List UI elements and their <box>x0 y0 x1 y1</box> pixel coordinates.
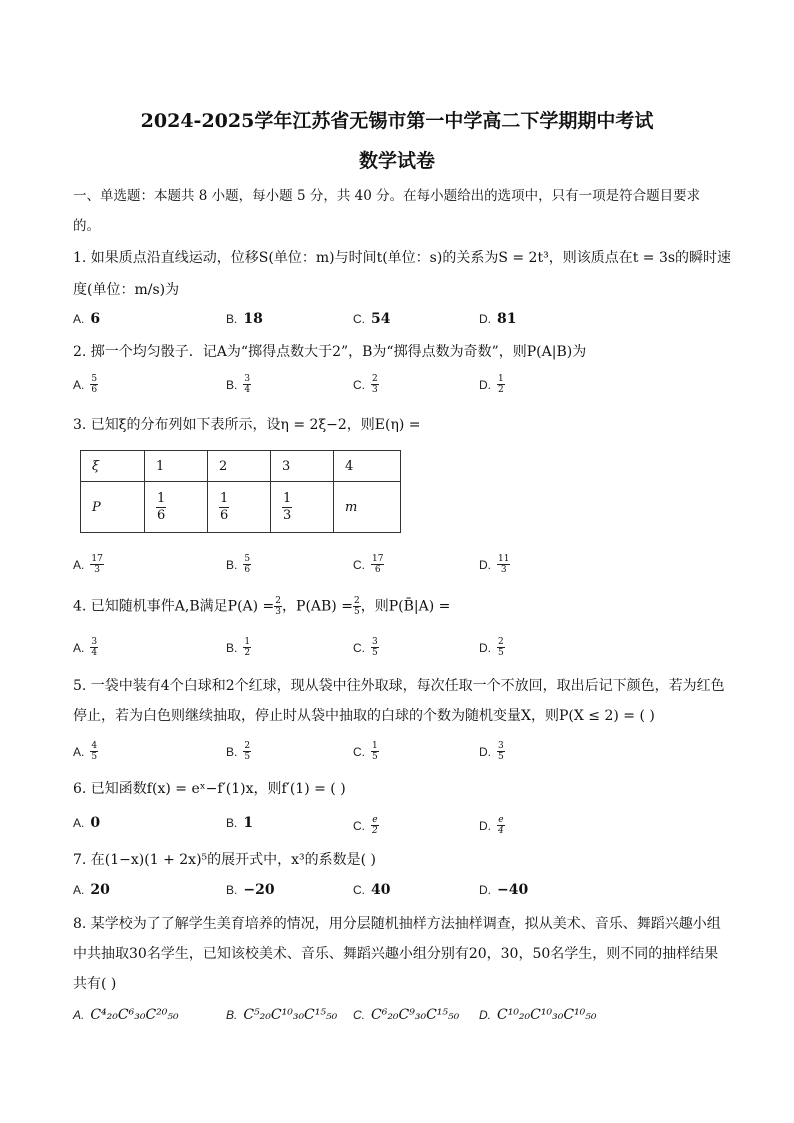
q3-option-d: D. $\frac{11}{3}$ <box>479 554 510 575</box>
fraction: $\frac{e}{2}$ <box>372 815 378 836</box>
distribution-table <box>80 450 401 533</box>
table-cell: 1 <box>145 451 208 482</box>
q8-option-c: C. C⁶₂₀C⁹₃₀C¹⁵₅₀ <box>353 1007 460 1023</box>
fraction: $\frac{3}{4}$ <box>244 374 251 395</box>
q7-option-c: C. 40 <box>353 882 391 898</box>
table-cell: 2 <box>208 451 271 482</box>
q2-option-d: D. $\frac{1}{2}$ <box>479 374 504 395</box>
table-cell: 3 <box>271 451 334 482</box>
table-cell: m <box>334 482 401 533</box>
fraction: $\frac{4}{5}$ <box>91 741 98 762</box>
q4-option-d: D. $\frac{2}{5}$ <box>479 637 504 658</box>
q8-option-a: A. C⁴₂₀C⁶₃₀C²⁰₅₀ <box>73 1007 179 1023</box>
fraction: $\frac{5}{6}$ <box>91 374 98 395</box>
q8-stem: 8. 某学校为了了解学生美育培养的情况，用分层随机抽样方法抽样调查，拟从美术、音乐、舞蹈兴趣小组 <box>73 916 721 932</box>
q8-option-d: D. C¹⁰₂₀C¹⁰₃₀C¹⁰₅₀ <box>479 1007 597 1023</box>
q6-option-c: C. $\frac{e}{2}$ <box>353 815 378 836</box>
q7-option-a: A. 20 <box>73 882 110 898</box>
fraction: $\frac{1}{6}$ <box>220 490 229 523</box>
q6-options <box>73 815 753 837</box>
section-instructions: 一、单选题：本题共 8 小题，每小题 5 分，共 40 分。在每小题给出的选项中，只有一项是符合题目要求 <box>73 188 701 204</box>
q1-options <box>73 311 753 333</box>
table-row <box>81 451 401 482</box>
fraction: $\frac{2}{5}$ <box>353 596 360 617</box>
fraction: $\frac{1}{2}$ <box>498 374 504 395</box>
q5-stem: 5. 一袋中装有4个白球和2个红球，现从袋中往外取球，每次任取一个不放回，取出后记下颜色，若为红色 <box>73 678 725 694</box>
table-cell: ξ <box>81 451 145 482</box>
fraction: $\frac{2}{3}$ <box>372 374 378 395</box>
table-cell: P <box>81 482 145 533</box>
fraction: $\frac{17}{6}$ <box>372 554 384 575</box>
fraction: $\frac{1}{3}$ <box>283 490 292 523</box>
q7-option-b: B. −20 <box>226 882 275 898</box>
q2-options <box>73 374 753 396</box>
q1-option-d: D. 81 <box>479 311 517 327</box>
q4-option-c: C. $\frac{3}{5}$ <box>353 637 378 658</box>
fraction: $\frac{1}{5}$ <box>372 741 378 762</box>
q5-stem-cont: 停止，若为白色则继续抽取，停止时从袋中抽取的白球的个数为随机变量X，则P(X ≤ 2) = ( ) <box>73 708 655 724</box>
q3-option-a: A. $\frac{17}{3}$ <box>73 554 103 575</box>
q5-option-b: B. $\frac{2}{5}$ <box>226 741 251 762</box>
q8-options <box>73 1007 753 1029</box>
section-instructions-cont: 的。 <box>73 218 100 234</box>
q4-option-a: A. $\frac{3}{4}$ <box>73 637 98 658</box>
q3-options <box>73 554 753 576</box>
q8-stem-cont: 中共抽取30名学生，已知该校美术、音乐、舞蹈兴趣小组分别有20，30，50名学生，则不同的抽样结果 <box>73 946 719 962</box>
table-row <box>81 482 401 533</box>
q1-option-a: A. 6 <box>73 311 101 327</box>
fraction: $\frac{e}{4}$ <box>498 815 504 836</box>
q8-option-b: B. C⁵₂₀C¹⁰₃₀C¹⁵₅₀ <box>226 1007 338 1023</box>
q1-option-c: C. 54 <box>353 311 391 327</box>
fraction: $\frac{17}{3}$ <box>91 554 103 575</box>
exam-subtitle: 数学试卷 <box>358 150 435 172</box>
q5-options <box>73 741 753 763</box>
exam-title: 2024-2025学年江苏省无锡市第一中学高二下学期期中考试 <box>140 110 654 132</box>
fraction: $\frac{1}{6}$ <box>157 490 166 523</box>
fraction: $\frac{2}{5}$ <box>498 637 504 658</box>
q4-options <box>73 637 753 659</box>
q2-option-c: C. $\frac{2}{3}$ <box>353 374 378 395</box>
q6-stem: 6. 已知函数f(x) = eˣ−f′(1)x，则f′(1) = ( ) <box>73 781 346 797</box>
q1-stem: 1. 如果质点沿直线运动，位移S(单位：m)与时间t(单位：s)的关系为S = 2t³，则该质点在t = 3s的瞬时速 <box>73 250 732 266</box>
q6-option-b: B. 1 <box>226 815 254 831</box>
fraction: $\frac{3}{5}$ <box>372 637 378 658</box>
q3-stem: 3. 已知ξ的分布列如下表所示，设η = 2ξ−2，则E(η) = <box>73 417 421 433</box>
q7-stem: 7. 在(1−x)(1 + 2x)⁵的展开式中，x³的系数是( ) <box>73 852 377 868</box>
q6-option-d: D. $\frac{e}{4}$ <box>479 815 504 836</box>
fraction: $\frac{1}{2}$ <box>244 637 251 658</box>
q4-stem: 4. 已知随机事件A,B满足P(A) = $\frac{2}{3}$ ，P(AB) = $\frac{2}{5}$ ，则P(B̄|A) = <box>73 596 451 617</box>
fraction: $\frac{2}{3}$ <box>275 596 282 617</box>
q2-option-a: A. $\frac{5}{6}$ <box>73 374 98 395</box>
q5-option-a: A. $\frac{4}{5}$ <box>73 741 98 762</box>
q3-option-c: C. $\frac{17}{6}$ <box>353 554 384 575</box>
q1-option-b: B. 18 <box>226 311 263 327</box>
table-cell <box>271 482 334 533</box>
fraction: $\frac{5}{6}$ <box>244 554 251 575</box>
q5-option-d: D. $\frac{3}{5}$ <box>479 741 504 762</box>
q7-options <box>73 882 753 904</box>
q5-option-c: C. $\frac{1}{5}$ <box>353 741 378 762</box>
fraction: $\frac{3}{5}$ <box>498 741 504 762</box>
q7-option-d: D. −40 <box>479 882 529 898</box>
q1-stem-cont: 度(单位：m/s)为 <box>73 282 180 298</box>
fraction: $\frac{2}{5}$ <box>244 741 251 762</box>
table-cell: 4 <box>334 451 401 482</box>
q4-option-b: B. $\frac{1}{2}$ <box>226 637 251 658</box>
q8-stem-cont2: 共有( ) <box>73 976 117 992</box>
table-cell <box>145 482 208 533</box>
q3-option-b: B. $\frac{5}{6}$ <box>226 554 251 575</box>
table-cell <box>208 482 271 533</box>
q6-option-a: A. 0 <box>73 815 101 831</box>
fraction: $\frac{11}{3}$ <box>498 554 510 575</box>
q2-option-b: B. $\frac{3}{4}$ <box>226 374 251 395</box>
q2-stem: 2. 掷一个均匀骰子．记A为“掷得点数大于2”，B为“掷得点数为奇数”，则P(A|B)为 <box>73 344 587 360</box>
fraction: $\frac{3}{4}$ <box>91 637 98 658</box>
